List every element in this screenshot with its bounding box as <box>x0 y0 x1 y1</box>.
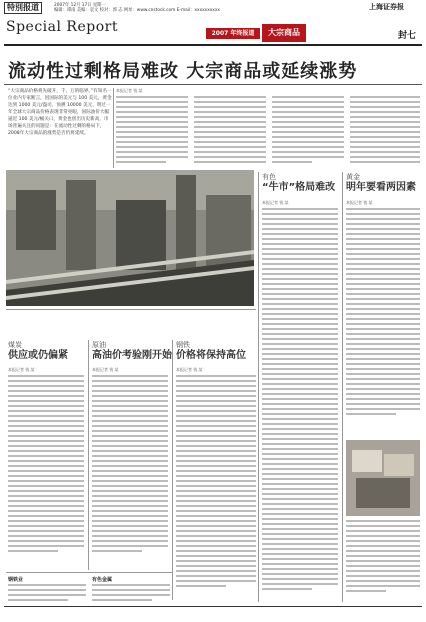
byline-nonferrous: 本报记者 钱 某 <box>262 200 289 205</box>
main-article-text-block <box>116 96 421 170</box>
issue-editors: 编辑：谭南 美编：袁文 校对：郭 志 网址：www.cnstock.com E-mail：xxxxxxxxxx <box>54 8 220 14</box>
header-rule <box>4 44 422 46</box>
page-label: 封七 <box>397 31 416 41</box>
gold-photo <box>346 440 420 516</box>
industrial-photo-graphic <box>6 170 254 306</box>
byline-oil: 本报记者 钱 某 <box>92 367 119 372</box>
newspaper-brand: 上海证券报 <box>369 2 404 11</box>
gold-photo-graphic <box>346 440 420 516</box>
industrial-photo <box>6 170 254 306</box>
section-title-steel: 价格将保持高位 <box>176 350 246 361</box>
special-report-title: Special Report <box>6 19 118 35</box>
bottom-rule <box>4 606 422 607</box>
section-kicker: 特別报道 <box>4 2 42 14</box>
nonferrous-text-block <box>262 208 340 598</box>
section-tag-coal: 煤炭 <box>8 341 22 349</box>
column-divider <box>88 340 89 570</box>
footer-right-title: 有色金属 <box>92 577 113 583</box>
gold-text-block <box>346 208 422 428</box>
main-byline: 本报记者 钱 某 <box>116 88 143 93</box>
oil-text-block <box>92 375 170 565</box>
column-divider <box>258 172 259 602</box>
section-tag-gold: 黄金 <box>346 173 360 181</box>
steel-text-block <box>176 375 258 600</box>
byline-gold: 本报记者 钱 某 <box>346 200 373 205</box>
footer-text-block <box>8 584 172 604</box>
section-tag-oil: 原油 <box>92 341 106 349</box>
headline-rule <box>4 84 422 85</box>
commodity-banner: 大宗商品 <box>262 24 306 42</box>
column-divider <box>172 340 173 600</box>
issue-date: 2007年 12月 17日 星期一 <box>54 3 106 8</box>
byline-coal: 本报记者 钱 某 <box>8 367 35 372</box>
section-title-oil: 高油价考验刚开始 <box>92 350 172 361</box>
coal-text-block <box>8 375 86 565</box>
section-tag-nonferrous: 有色 <box>262 173 276 181</box>
issue-meta <box>54 3 220 13</box>
footer-rule <box>6 572 172 573</box>
section-title-nonferrous: “牛市”格局难改 <box>262 182 336 193</box>
main-headline: 流动性过剩格局难改 大宗商品或延续涨势 <box>8 61 358 82</box>
section-title-coal: 供应或仍偏紧 <box>8 350 68 361</box>
byline-steel: 本报记者 钱 某 <box>176 367 203 372</box>
column-divider <box>342 172 343 602</box>
footer-left-title: 钢铁业 <box>8 577 24 583</box>
year-end-banner: 2007 年终报道 <box>206 28 260 39</box>
section-tag-steel: 钢铁 <box>176 341 190 349</box>
section-rule <box>6 309 256 310</box>
lead-paragraph: “大宗商品价格将先破开，千、万的临界。”有知名一位业内专家断言，因国际的美元与 100 美元，黄金达到 1000 美元/盎司，预测 10000 美元，明过一年全球大宗商品价格表现非常亮眼，国际油价大幅逼近 100 美元/桶关口，黄金也创出历史新高，市场普遍关注的问题是：在流动性过剩的格局下，2008年大宗商品的涨势是否仍将延续。 <box>8 89 112 136</box>
column-divider <box>113 88 114 168</box>
section-title-gold: 明年要看两因素 <box>346 182 416 193</box>
gold-text-block-2 <box>346 520 422 600</box>
